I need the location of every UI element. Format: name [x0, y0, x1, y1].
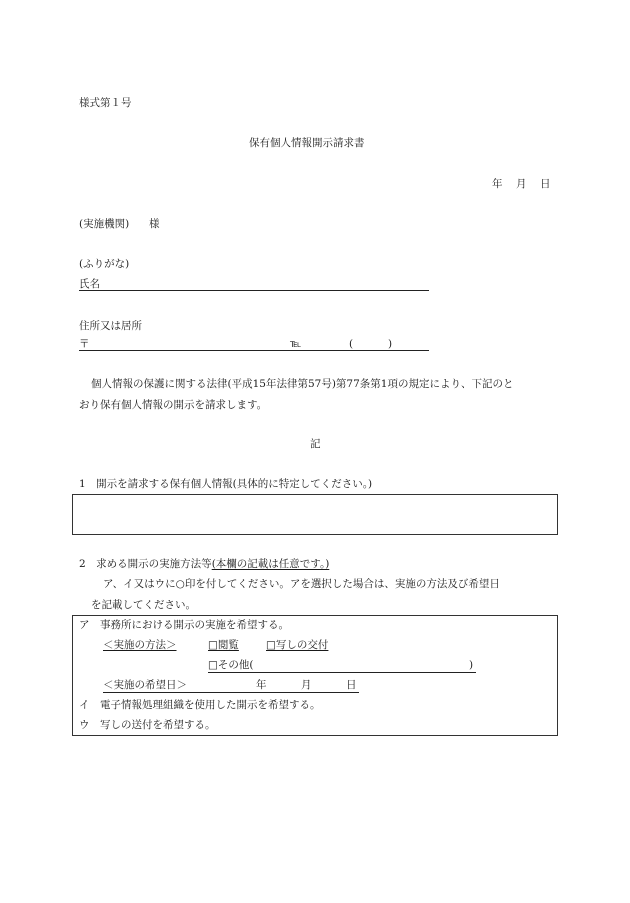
section2-heading: [79, 559, 329, 570]
ki-mark: 記: [310, 438, 321, 450]
section2-heading-note: (本欄の記載は任意です。): [211, 558, 330, 570]
date-wish-label: ＜実施の希望日＞: [103, 679, 187, 691]
date-year-label: 年: [492, 178, 503, 190]
method-label: ＜実施の方法＞: [103, 639, 177, 651]
address-field-line[interactable]: [79, 350, 429, 351]
option-i-text[interactable]: イ 電子情報処理組織を使用した開示を希望する。: [79, 699, 321, 711]
tel-paren-close: ): [388, 338, 393, 350]
document-title: 保有個人情報開示請求書: [249, 137, 365, 149]
method-copy-checkbox[interactable]: □写しの交付: [266, 639, 329, 651]
tel-paren-open: (: [349, 338, 354, 350]
section2-instruction-line2: を記載してください。: [91, 599, 196, 611]
method-other-close: ): [469, 659, 474, 671]
date-wish-year: 年: [256, 679, 267, 691]
date-month-label: 月: [516, 178, 527, 190]
name-label: 氏名: [79, 278, 100, 290]
section2-options-box: [72, 615, 558, 736]
addressee-agency: (実施機関): [79, 218, 130, 230]
form-number: 様式第１号: [79, 97, 132, 109]
method-other-checkbox[interactable]: □その他(: [208, 659, 254, 671]
date-wish-field-line[interactable]: [103, 692, 359, 693]
name-field-line[interactable]: [79, 290, 429, 291]
option-u-text[interactable]: ウ 写しの送付を希望する。: [79, 719, 216, 731]
section1-input-box[interactable]: [72, 494, 558, 535]
section2-heading-prefix: 2 求める開示の実施方法等: [79, 558, 212, 570]
date-wish-day: 日: [346, 679, 357, 691]
addressee-honorific: 様: [149, 218, 160, 230]
section2-instruction-line1: ア、イ又はウに○印を付してください。アを選択した場合は、実施の方法及び希望日: [103, 578, 500, 590]
date-day-label: 日: [540, 178, 551, 190]
postal-mark: 〒: [79, 338, 90, 350]
method-view-checkbox[interactable]: □閲覧: [208, 639, 239, 651]
request-body-line2: おり保有個人情報の開示を請求します。: [79, 399, 268, 411]
request-body-line1: 個人情報の保護に関する法律(平成15年法律第57号)第77条第1項の規定により、下記のと: [91, 378, 514, 390]
address-label: 住所又は居所: [79, 320, 142, 332]
option-a-text[interactable]: ア 事務所における開示の実施を希望する。: [79, 619, 289, 631]
section1-heading: 1 開示を請求する保有個人情報(具体的に特定してください。): [79, 478, 373, 490]
tel-mark: ℡: [290, 338, 302, 350]
date-wish-month: 月: [301, 679, 312, 691]
method-other-field-line[interactable]: [208, 672, 476, 673]
furigana-label: (ふりがな): [79, 258, 130, 270]
